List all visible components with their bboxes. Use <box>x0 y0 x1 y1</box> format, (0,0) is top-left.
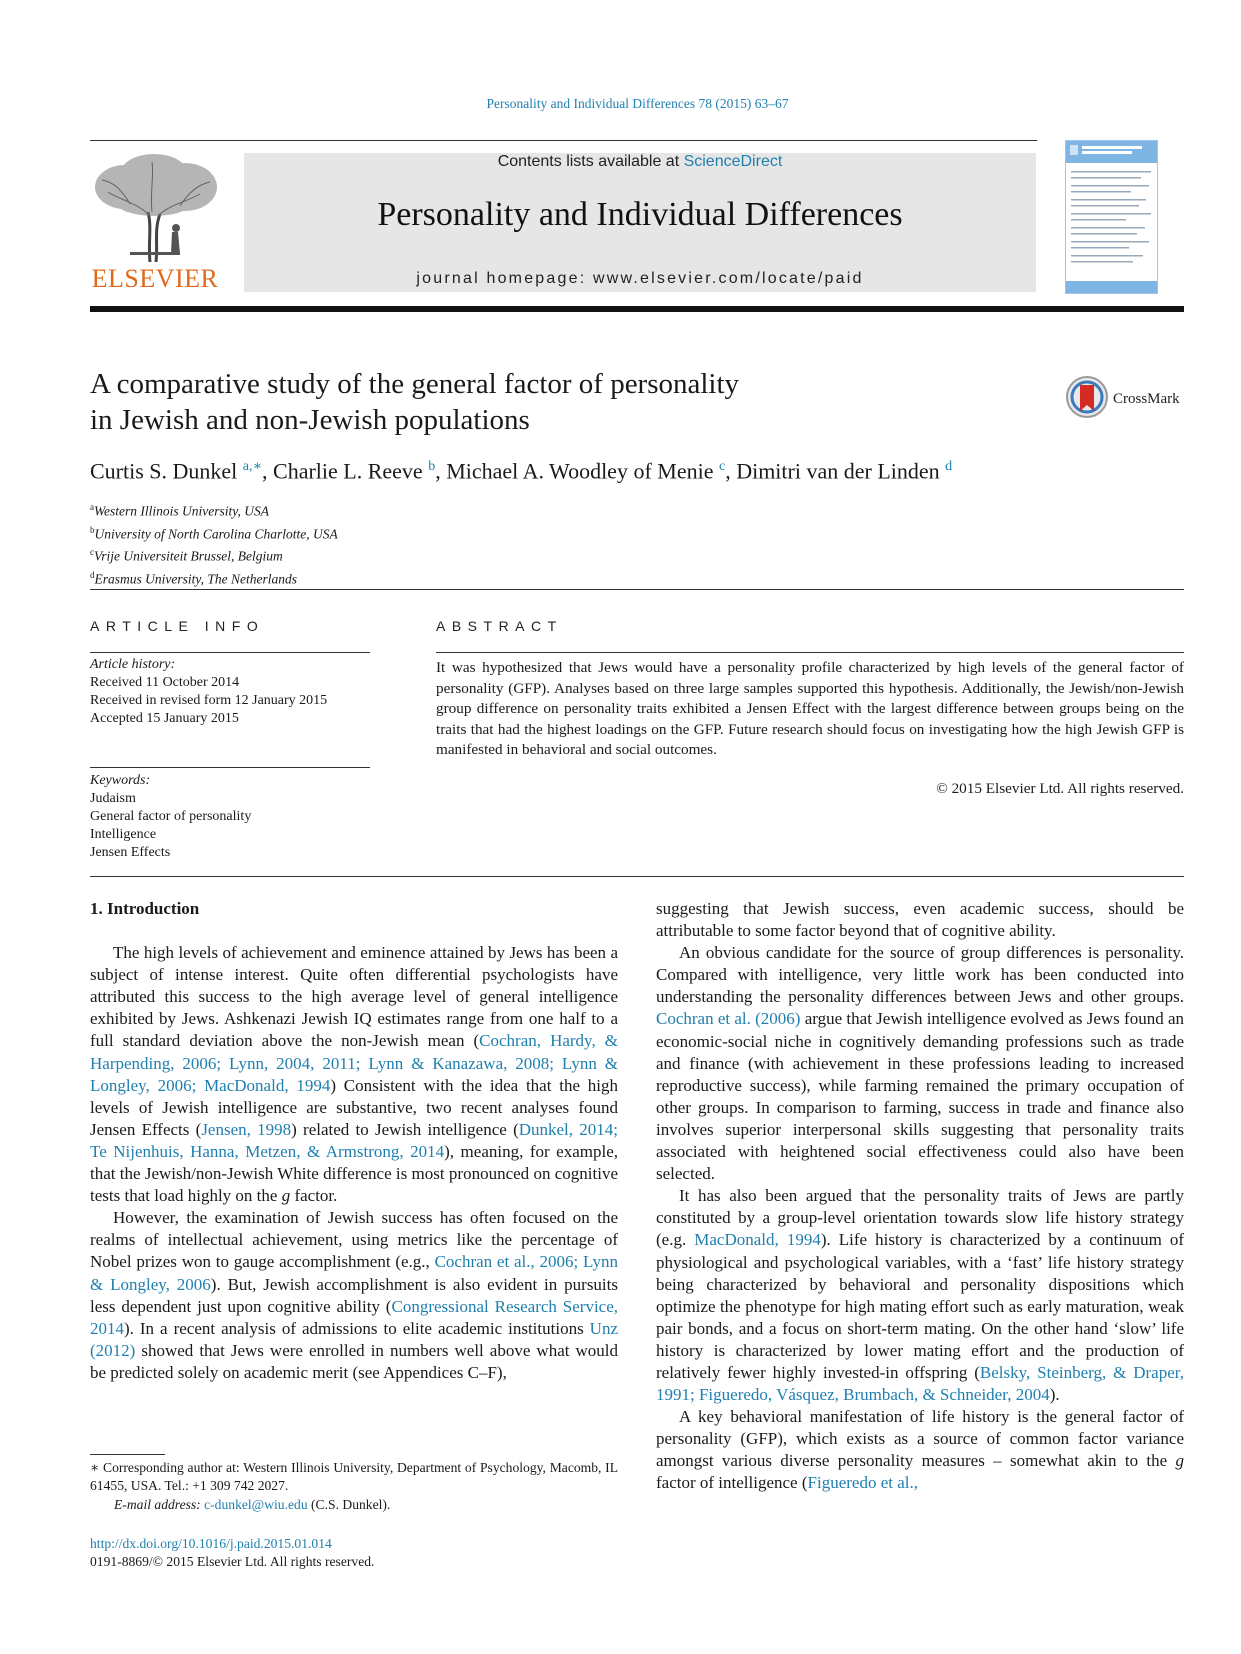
affiliation-key: d <box>90 569 95 580</box>
affiliation-key: c <box>90 547 94 557</box>
accepted-date: Accepted 15 January 2015 <box>90 711 239 726</box>
citation-link[interactable]: Cochran et al., 2006; Lynn & Longley, 2006 <box>90 1252 618 1294</box>
author-affiliation-marker[interactable]: d <box>945 459 953 474</box>
footnote-text <box>90 1459 618 1496</box>
crossmark-label: CrossMark <box>1113 391 1180 407</box>
affiliation-key: b <box>90 524 95 535</box>
italic-symbol: g <box>1175 1451 1184 1471</box>
author-name[interactable]: Curtis S. Dunkel <box>90 458 238 484</box>
footnote-marker: ∗ <box>90 1460 100 1475</box>
paragraph-text: ) related to Jewish intelligence ( <box>291 1119 519 1139</box>
paragraph-text: ) Consistent with the idea that the high levels of Jewish intelligence are substantive, two recent analyses found Jensen Effects ( <box>90 1075 618 1139</box>
author-affiliation-marker[interactable]: b <box>428 459 436 474</box>
paragraph-text: showed that Jews were enrolled in numbers well above what would be predicted solely on academic merit (see Appendices C–F), <box>90 1340 618 1382</box>
body-paragraph <box>656 898 1184 942</box>
paragraph-text: An obvious candidate for the source of group differences is personality. Compared with intelligence, very little work has been conducted into understanding the personality differences between Jews and other groups. <box>656 943 1184 1007</box>
citation-link[interactable]: Belsky, Steinberg, & Draper, 1991; Figueredo, Vásquez, Brumbach, & Schneider, 2004 <box>656 1362 1184 1405</box>
body-right-column <box>656 898 1184 1495</box>
author-name[interactable]: Dimitri van der Linden <box>736 458 940 484</box>
keyword-item: General factor of personality <box>90 809 252 824</box>
revised-date: Received in revised form 12 January 2015 <box>90 693 328 708</box>
article-info-heading: ARTICLE INFO <box>90 618 265 634</box>
affiliation-text: Erasmus University, The Netherlands <box>94 571 297 586</box>
received-date: Received 11 October 2014 <box>90 675 240 690</box>
citation-link[interactable]: Cochran et al. (2006) <box>656 1009 801 1029</box>
citation-link[interactable]: Figueredo et al., <box>807 1473 918 1493</box>
paragraph-text: However, the examination of Jewish success has often focused on the realms of intellectual achievement, using metrics like the percentage of Nobel prizes won to gauge accomplishment (e.g., <box>90 1208 618 1272</box>
article-title <box>90 366 970 438</box>
contents-prefix: Contents lists available at <box>497 153 684 170</box>
elsevier-wordmark: ELSEVIER <box>91 264 219 293</box>
elsevier-tree-icon <box>90 152 220 264</box>
divider <box>436 652 1184 653</box>
journal-homepage[interactable]: journal homepage: www.elsevier.com/locate/paid <box>416 270 864 287</box>
article-history <box>90 656 380 728</box>
journal-cover-icon[interactable] <box>1065 140 1158 294</box>
affiliation-item <box>90 521 690 544</box>
header-thick-rule <box>90 306 1184 312</box>
affiliation-item <box>90 498 690 521</box>
header-top-rule <box>90 140 1037 141</box>
corresponding-author-footnote <box>90 1459 618 1514</box>
citation-link[interactable]: MacDonald, 1994 <box>694 1230 821 1250</box>
italic-symbol: g <box>281 1186 291 1206</box>
affiliation-text: Vrije Universiteit Brussel, Belgium <box>94 548 283 564</box>
affiliation-list <box>90 498 690 588</box>
paragraph-text: ). But, Jewish accomplishment is also evident in pursuits less dependent just upon cognitive ability ( <box>90 1274 618 1316</box>
abstract-copyright: © 2015 Elsevier Ltd. All rights reserved. <box>936 780 1184 797</box>
paragraph-text: ), meaning, for example, that the Jewish/non-Jewish White difference is most pronounced on cognitive tests that load highly on the <box>90 1141 618 1206</box>
body-paragraph <box>656 1185 1184 1406</box>
divider <box>90 652 370 653</box>
body-paragraph <box>90 942 618 1207</box>
affiliation-text: University of North Carolina Charlotte, USA <box>94 526 338 541</box>
citation-link[interactable]: Cochran, Hardy, & Harpending, 2006; Lynn, 2004, 2011; Lynn & Kanazawa, 2008; Lynn & Longley, 2006; MacDonald, 1994 <box>90 1031 618 1095</box>
divider <box>90 767 370 768</box>
body-left-column <box>90 898 618 1384</box>
paragraph-text: It has also been argued that the personality traits of Jews are partly constituted by a group-level orientation towards slow life history strategy (e.g. <box>656 1186 1184 1250</box>
citation-link[interactable]: Dunkel, 2014; Te Nijenhuis, Hanna, Metzen, & Armstrong, 2014 <box>90 1119 618 1161</box>
paragraph-text: suggesting that Jewish success, even academic success, should be attributable to some factor beyond that of cognitive ability. <box>656 899 1184 941</box>
elsevier-logo[interactable] <box>90 152 220 294</box>
keywords-label: Keywords: <box>90 773 151 788</box>
keyword-item: Jensen Effects <box>90 845 171 860</box>
author-name[interactable]: Michael A. Woodley of Menie <box>446 458 714 484</box>
paragraph-text: The high levels of achievement and eminence attained by Jews has been a subject of intense interest. Quite often differential psychologists have attributed this success to the high average level of general intelligence exhibited by Jews. Ashkenazi Jewish IQ estimates range from one half to a full standard deviation above the non-Jewish mean ( <box>90 943 618 1051</box>
citation-link[interactable]: Unz (2012) <box>90 1318 618 1360</box>
history-label: Article history: <box>90 657 176 672</box>
paragraph-text: ). Life history is characterized by a continuum of physiological and psychological variables, with a ‘fast’ life history strategy being characterized by behavioral and personality dispositions which optimize the phenotype for high mating effort such as early maturation, weak pair bonds, and a focus on short-term mating. On the other hand ‘slow’ life history is characterized by lower mating effort and the production of relatively fewer highly invested-in offspring ( <box>656 1230 1184 1382</box>
keyword-item: Judaism <box>90 791 136 806</box>
body-paragraph <box>656 942 1184 1185</box>
email-link[interactable]: c-dunkel@wiu.edu <box>204 1496 308 1512</box>
paragraph-text: ). <box>1049 1385 1060 1405</box>
keyword-item: Intelligence <box>90 827 157 842</box>
divider <box>90 876 1184 877</box>
email-label: E-mail address: <box>114 1496 205 1512</box>
abstract-text: It was hypothesized that Jews would have a personality profile characterized by high levels of the general factor of personality (GFP). Analyses based on three large samples supported this hypothesis. Additionally, the Jewish/non-Jewish group difference on personality traits exhibited a Jensen Effect with the largest difference between groups being on the traits that had the highest loadings on the GFP. Future research should focus on investigating how the high Jewish GFP is manifested in behavioral and social outcomes. <box>436 659 1184 759</box>
body-paragraph <box>90 1207 618 1384</box>
affiliation-item <box>90 543 690 566</box>
affiliation-key: a <box>90 502 94 512</box>
paragraph-text: ). In a recent analysis of admissions to elite academic institutions <box>124 1318 590 1338</box>
cover-thumbnail-graphic <box>1066 141 1157 293</box>
keywords <box>90 772 380 862</box>
citation-link[interactable]: Jensen, 1998 <box>201 1119 292 1139</box>
author-list: Curtis S. Dunkel $^{a,∗}$, Charlie L. Reeve $^b$, Michael A. Woodley of Menie $^c$, Dimitri van der Linden $^d$ <box>90 458 953 484</box>
paragraph-text: factor. <box>290 1186 338 1206</box>
footnote-body: Corresponding author at: Western Illinois University, Department of Psychology, Macomb, IL 61455, USA. Tel.: +1 309 742 2027. <box>90 1460 618 1494</box>
email-line <box>90 1496 618 1514</box>
article-title-line-2: in Jewish and non-Jewish populations <box>90 404 530 436</box>
journal-title[interactable]: Personality and Individual Differences <box>377 196 903 233</box>
crossmark-icon <box>1065 375 1109 419</box>
body-paragraph <box>656 1406 1184 1494</box>
abstract-heading: ABSTRACT <box>436 618 563 634</box>
section-heading: 1. Introduction <box>90 899 200 918</box>
divider <box>90 589 1184 590</box>
affiliation-item <box>90 566 690 589</box>
author-name[interactable]: Charlie L. Reeve <box>273 458 423 484</box>
sciencedirect-link[interactable]: ScienceDirect <box>683 153 783 170</box>
affiliation-text: Western Illinois University, USA <box>94 503 269 519</box>
citation-link[interactable]: Congressional Research Service, 2014 <box>90 1296 619 1338</box>
journal-citation[interactable]: Personality and Individual Differences 78 (2015) 63–67 <box>486 96 789 111</box>
contents-available-line <box>244 153 1036 171</box>
paragraph-text: factor of intelligence ( <box>656 1473 808 1493</box>
author-affiliation-marker[interactable]: a,∗ <box>242 459 263 474</box>
crossmark-button[interactable] <box>1065 375 1195 419</box>
doi-block <box>90 1535 618 1572</box>
paragraph-text: A key behavioral manifestation of life history is the general factor of personality (GFP), which exists as a source of common factor variance amongst various diverse personality measures – somewhat akin to the <box>656 1407 1184 1471</box>
paragraph-text: argue that Jewish intelligence evolved as Jews found an economic-social niche in cognitively demanding professions such as trade and finance (with achievement in these professions leading to increased reproductive success), while farming remained the primary occupation of other groups. In comparison to farming, success in trade and finance also involves superior interpersonal skills suggesting that personality traits associated with heightened social effectiveness could also have been selected. <box>656 1009 1184 1184</box>
article-title-line-1: A comparative study of the general factor of personality <box>90 368 740 400</box>
author-affiliation-marker[interactable]: c <box>718 459 726 474</box>
email-suffix: (C.S. Dunkel). <box>307 1496 391 1512</box>
doi-link[interactable]: http://dx.doi.org/10.1016/j.paid.2015.01.014 <box>90 1536 332 1551</box>
footnote-rule <box>90 1454 165 1455</box>
issn-rights: 0191-8869/© 2015 Elsevier Ltd. All rights reserved. <box>90 1554 375 1570</box>
